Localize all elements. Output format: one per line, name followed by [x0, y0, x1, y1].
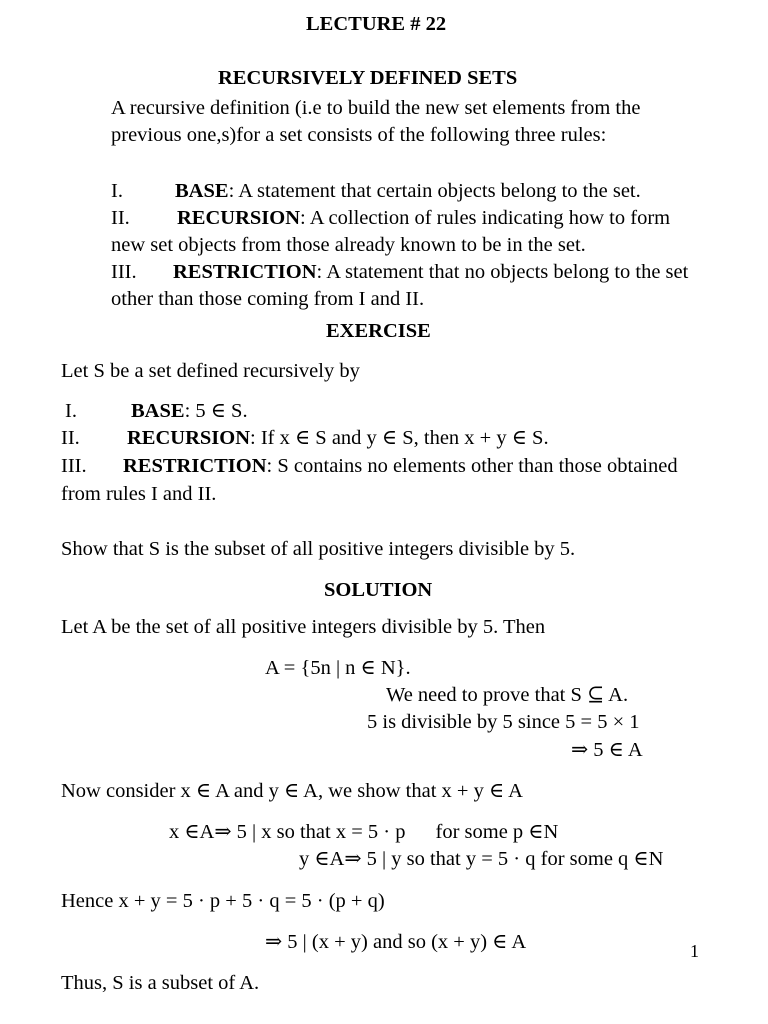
solution-sum: Hence x + y = 5 · p + 5 · q = 5 · (p + q) — [61, 890, 385, 912]
exercise-heading: EXERCISE — [326, 320, 431, 342]
exercise-intro: Let S be a set defined recursively by — [61, 360, 360, 382]
solution-base-check: 5 is divisible by 5 since 5 = 5 × 1 — [367, 711, 640, 733]
solution-y-line: y ∈A⇒ 5 | y so that y = 5 · q for some q ∈N — [299, 848, 664, 870]
rule-recursion: II. RECURSION: A collection of rules indicating how to form — [111, 207, 671, 229]
solution-consider: Now consider x ∈ A and y ∈ A, we show that x + y ∈ A — [61, 780, 523, 802]
solution-divides: ⇒ 5 | (x + y) and so (x + y) ∈ A — [265, 931, 527, 953]
solution-line-1: Let A be the set of all positive integers divisible by 5. Then — [61, 616, 546, 638]
exercise-task: Show that S is the subset of all positive integers divisible by 5. — [61, 538, 576, 560]
page-number: 1 — [690, 941, 699, 961]
solution-heading: SOLUTION — [324, 579, 433, 601]
exercise-restriction-cont: from rules I and II. — [61, 483, 217, 505]
section-title: RECURSIVELY DEFINED SETS — [218, 67, 518, 89]
solution-conclusion: Thus, S is a subset of A. — [61, 972, 260, 994]
rule-restriction: III. RESTRICTION: A statement that no objects belong to the set — [111, 261, 689, 283]
rule-base: I. BASE: A statement that certain objects belong to the set. — [111, 180, 641, 202]
exercise-base: I. BASE: 5 ∈ S. — [65, 400, 248, 422]
exercise-restriction: III. RESTRICTION: S contains no elements other than those obtained — [61, 455, 678, 477]
solution-x-line: x ∈A⇒ 5 | x so that x = 5 · p for some p ∈N — [169, 821, 559, 843]
rule-recursion-cont: new set objects from those already known to be in the set. — [111, 234, 586, 256]
intro-line-1: A recursive definition (i.e to build the new set elements from the — [111, 97, 641, 119]
intro-line-2: previous one,s)for a set consists of the following three rules: — [111, 124, 607, 146]
exercise-recursion: II. RECURSION: If x ∈ S and y ∈ S, then x + y ∈ S. — [61, 427, 549, 449]
lecture-title: LECTURE # 22 — [306, 13, 447, 35]
rule-restriction-cont: other than those coming from I and II. — [111, 288, 425, 310]
solution-base-result: ⇒ 5 ∈ A — [571, 739, 643, 761]
solution-set-def: A = {5n | n ∈ N}. — [265, 657, 411, 679]
solution-goal: We need to prove that S ⊆ A. — [386, 684, 629, 706]
